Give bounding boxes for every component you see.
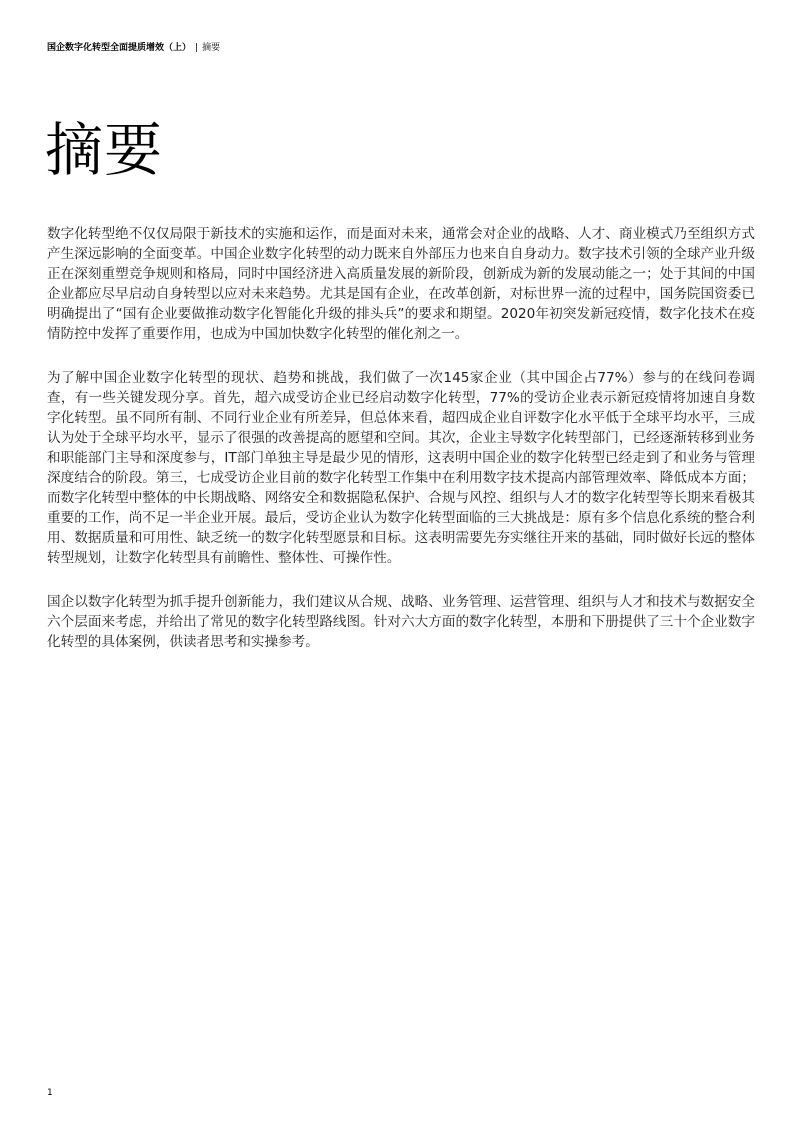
document-title: 国企数字化转型全面提质增效（上）	[47, 43, 192, 53]
paragraph: 国企以数字化转型为抓手提升创新能力，我们建议从合规、战略、业务管理、运营管理、组织与人才和技术与数据安全六个层面来考虑，并给出了常见的数字化转型路线图。针对六大方面的数字化转型，本册和下册提供了三十个企业数字化转型的具体案例，供读者思考和实操参考。	[47, 593, 755, 650]
paragraph: 为了解中国企业数字化转型的现状、趋势和挑战，我们做了一次145家企业（其中国企占77%）参与的在线问卷调查，有一些关键发现分享。首先，超六成受访企业已经启动数字化转型，77%的受访企业表示新冠疫情将加速自身数字化转型。虽不同所有制、不同行业企业有所差异，但总体来看，超四成企业自评数字化水平低于全球平均水平，三成认为处于全球平均水平，显示了很强的改善提高的愿望和空间。其次，企业主导数字化转型部门，已经逐渐转移到业务和职能部门主导和深度参与，IT部门单独主导是最少见的情形，这表明中国企业的数字化转型已经走到了和业务与管理深度结合的阶段。第三，七成受访企业目前的数字化转型工作集中在利用数字技术提高内部管理效率、降低成本方面；而数字化转型中整体的中长期战略、网络安全和数据隐私保护、合规与风控、组织与人才的数字化转型等长期来看极其重要的工作，尚不足一半企业开展。最后，受访企业认为数字化转型面临的三大挑战是：原有多个信息化系统的整合利用、数据质量和可用性、缺乏统一的数字化转型愿景和目标。这表明需要先夯实继往开来的基础，同时做好长远的整体转型规划，让数字化转型具有前瞻性、整体性、可操作性。	[47, 369, 755, 567]
body-text	[47, 224, 755, 675]
header-separator: |	[195, 43, 199, 53]
page-title: 摘要	[45, 116, 164, 184]
running-header	[47, 42, 220, 54]
paragraph: 数字化转型绝不仅仅局限于新技术的实施和运作，而是面对未来，通常会对企业的战略、人才、商业模式乃至组织方式产生深远影响的全面变革。中国企业数字化转型的动力既来自外部压力也来自自身动力。数字技术引领的全球产业升级正在深刻重塑竞争规则和格局，同时中国经济进入高质量发展的新阶段，创新成为新的发展动能之一；处于其间的中国企业都应尽早启动自身转型以应对未来趋势。尤其是国有企业，在改革创新，对标世界一流的过程中，国务院国资委已明确提出了“国有企业要做推动数字化智能化升级的排头兵”的要求和期望。2020年初突发新冠疫情，数字化技术在疫情防控中发挥了重要作用，也成为中国加快数字化转型的催化剂之一。	[47, 226, 755, 343]
section-name: 摘要	[202, 43, 221, 53]
page-number: 1	[47, 1088, 53, 1098]
